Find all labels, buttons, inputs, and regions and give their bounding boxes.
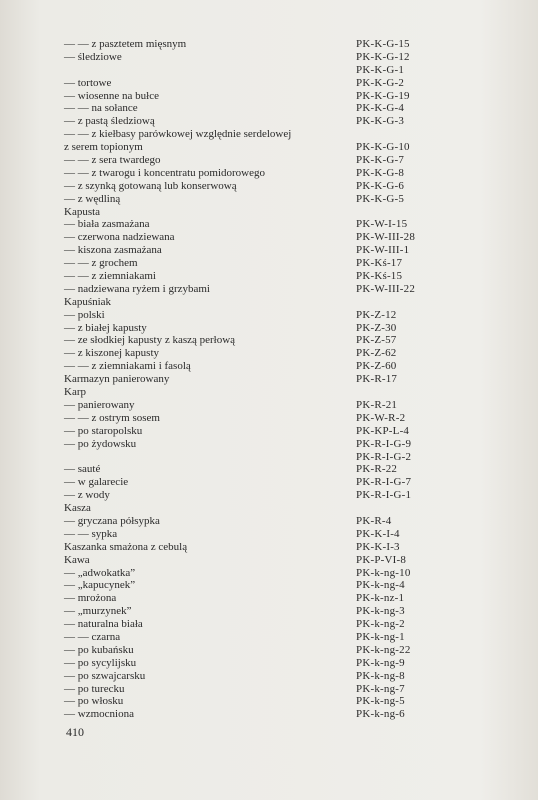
entry-code: PK-Z-60 [356,360,397,373]
entry-text: — — z ostrym sosem [64,411,160,424]
entry-code: PK-k-ng-22 [356,643,411,656]
index-entry [64,541,494,554]
entry-text: — po żydowsku [64,437,137,450]
entry-code: PK-K-I-4 [356,527,400,540]
entry-text: — mrożona [64,592,117,605]
entry-code: PK-k-ng-9 [356,656,405,669]
index-entry [64,128,494,141]
index-entry [64,438,494,451]
entry-code: PK-R-22 [356,463,398,476]
index-entry [64,115,494,128]
entry-code: PK-K-G-6 [356,179,405,192]
entry-text: — — na sołance [64,102,138,115]
index-entry [64,399,494,412]
index-entry [64,360,494,373]
entry-code: PK-k-ng-10 [356,566,411,579]
index-entry [64,322,494,335]
entry-text: — z kiszonej kapusty [64,347,160,360]
entry-code: PK-k-ng-5 [356,695,405,708]
entry-code: PK-R-17 [356,373,398,386]
index-entry [64,218,494,231]
entry-code: PK-R-21 [356,398,398,411]
entry-code: PK-Kś-17 [356,257,403,270]
entry-text: — z białej kapusty [64,321,147,334]
entry-text: — wiosenne na bułce [64,89,159,102]
entry-text: — z wody [64,489,110,502]
entry-text: — po kubańsku [64,643,134,656]
entry-text: — czerwona nadziewana [64,231,175,244]
entry-code: PK-k-ng-4 [356,579,405,592]
entry-text: — — czarna [64,630,121,643]
entry-text: — naturalna biała [64,618,143,631]
page-number: 410 [66,725,84,739]
entry-text: — — sypka [64,527,118,540]
entry-code: PK-W-III-28 [356,231,416,244]
entry-text: — — z pasztetem mięsnym [64,38,187,50]
entry-text: Kawa [64,553,90,566]
index-entry [64,270,494,283]
entry-text: Kaszanka smażona z cebulą [64,540,188,553]
index-entry [64,141,494,154]
index-entry [64,515,494,528]
entry-text: — po włosku [64,695,124,708]
entry-text: — „adwokatka” [64,566,136,579]
entry-code: PK-Z-62 [356,347,397,360]
index-entry [64,102,494,115]
entry-text: Kasza [64,502,91,515]
entry-code: PK-K-G-12 [356,50,410,63]
index-entry [64,644,494,657]
index-entry [64,38,494,51]
entry-code: PK-K-G-19 [356,89,410,102]
index-entry [64,90,494,103]
entry-text: — z pastą śledziową [64,115,155,128]
entry-text: — po szwajcarsku [64,669,146,682]
entry-code: PK-K-G-5 [356,192,405,205]
index-entry [64,605,494,618]
index-entry [64,618,494,631]
entry-code: PK-Z-12 [356,308,397,321]
index-entry [64,708,494,721]
index-entry [64,489,494,502]
index-entry [64,231,494,244]
index-entry [64,193,494,206]
entry-code: PK-k-nz-1 [356,592,405,605]
entry-code: PK-K-G-4 [356,102,405,115]
index-entry [64,579,494,592]
index-entry [64,670,494,683]
entry-text: — nadziewana ryżem i grzybami [64,282,210,295]
entry-code: PK-W-I-15 [356,218,408,231]
entry-text: z serem topionym [64,141,143,154]
index-entry [64,167,494,180]
entry-code: PK-Kś-15 [356,270,403,283]
entry-code: PK-R-I-G-1 [356,489,412,502]
index-entry [64,502,494,515]
entry-code: PK-R-I-G-2 [356,450,412,463]
entry-text: — — z ziemniakami [64,270,156,283]
index-entry [64,180,494,193]
entry-text: — wzmocniona [64,708,134,721]
entry-code: PK-KP-L-4 [356,424,410,437]
index-entry [64,257,494,270]
index-entry [64,425,494,438]
index-entry [64,567,494,580]
index-entry [64,412,494,425]
index-entry [64,334,494,347]
entry-text: — „kapucynek” [64,579,136,592]
entry-text: — polski [64,308,105,321]
entry-code: PK-K-G-15 [356,38,410,50]
entry-text: — po sycylijsku [64,656,137,669]
index-entry [64,309,494,322]
index-entry [64,296,494,309]
entry-code: PK-W-R-2 [356,411,406,424]
entry-text: — biała zasmażana [64,218,150,231]
index-entry [64,657,494,670]
entry-code: PK-k-ng-6 [356,708,405,721]
entry-code: PK-k-ng-3 [356,605,405,618]
entry-code: PK-K-G-7 [356,154,405,167]
entry-text: Karmazyn panierowany [64,373,170,386]
index-entry [64,347,494,360]
entry-text: — sauté [64,463,101,476]
index-entry [64,154,494,167]
index-entry [64,528,494,541]
entry-text: — po turecku [64,682,125,695]
entry-code: PK-P-VI-8 [356,553,407,566]
entry-code: PK-Z-30 [356,321,397,334]
entry-text: — po staropolsku [64,424,143,437]
entry-code: PK-K-I-3 [356,540,400,553]
entry-text: — — z ziemniakami i fasolą [64,360,191,373]
entry-text: — ze słodkiej kapusty z kaszą perłową [64,334,236,347]
entry-text: Karp [64,386,86,399]
entry-text: — panierowany [64,398,135,411]
index-entry [64,77,494,90]
entry-code: PK-R-I-G-9 [356,437,412,450]
index-entry [64,64,494,77]
entry-code: PK-R-I-G-7 [356,476,412,489]
index-entry [64,244,494,257]
index-entry [64,631,494,644]
entry-code: PK-K-G-8 [356,166,405,179]
index-entry [64,683,494,696]
index-entry [64,386,494,399]
entry-text: — śledziowe [64,50,122,63]
entry-text: Kapuśniak [64,295,112,308]
entry-text: — kiszona zasmażana [64,244,162,257]
index-entry [64,373,494,386]
entry-text: — z szynką gotowaną lub konserwową [64,179,237,192]
entry-text: Kapusta [64,205,101,218]
entry-text: — z wędliną [64,192,121,205]
entry-code: PK-k-ng-2 [356,618,405,631]
entry-text: — tortowe [64,76,112,89]
entry-code: PK-K-G-3 [356,115,405,128]
entry-text: — gryczana półsypka [64,514,160,527]
index-entry [64,592,494,605]
entry-text: — — z sera twardego [64,154,161,167]
entry-text: — — z grochem [64,257,138,270]
entry-code: PK-W-III-22 [356,282,416,295]
index-entry [64,51,494,64]
entry-code: PK-K-G-1 [356,63,405,76]
entry-code: PK-k-ng-8 [356,669,405,682]
index-entry [64,476,494,489]
entry-text: — — z twarogu i koncentratu pomidorowego [64,166,266,179]
index-entry [64,695,494,708]
entry-code: PK-k-ng-1 [356,630,405,643]
index-entry [64,451,494,464]
index-entry [64,283,494,296]
index-entry [64,463,494,476]
entry-text: — — z kiełbasy parówkowej względnie serdelowej [64,128,292,141]
entry-code: PK-R-4 [356,514,392,527]
index-entry [64,554,494,567]
entry-code: PK-Z-57 [356,334,397,347]
index-entry [64,206,494,219]
entry-text: — w galarecie [64,476,129,489]
entry-code: PK-K-G-2 [356,76,405,89]
entry-code: PK-W-III-1 [356,244,410,257]
entry-text: — „murzynek” [64,605,132,618]
index-entries [64,38,494,721]
entry-code: PK-k-ng-7 [356,682,405,695]
entry-code: PK-K-G-10 [356,141,410,154]
